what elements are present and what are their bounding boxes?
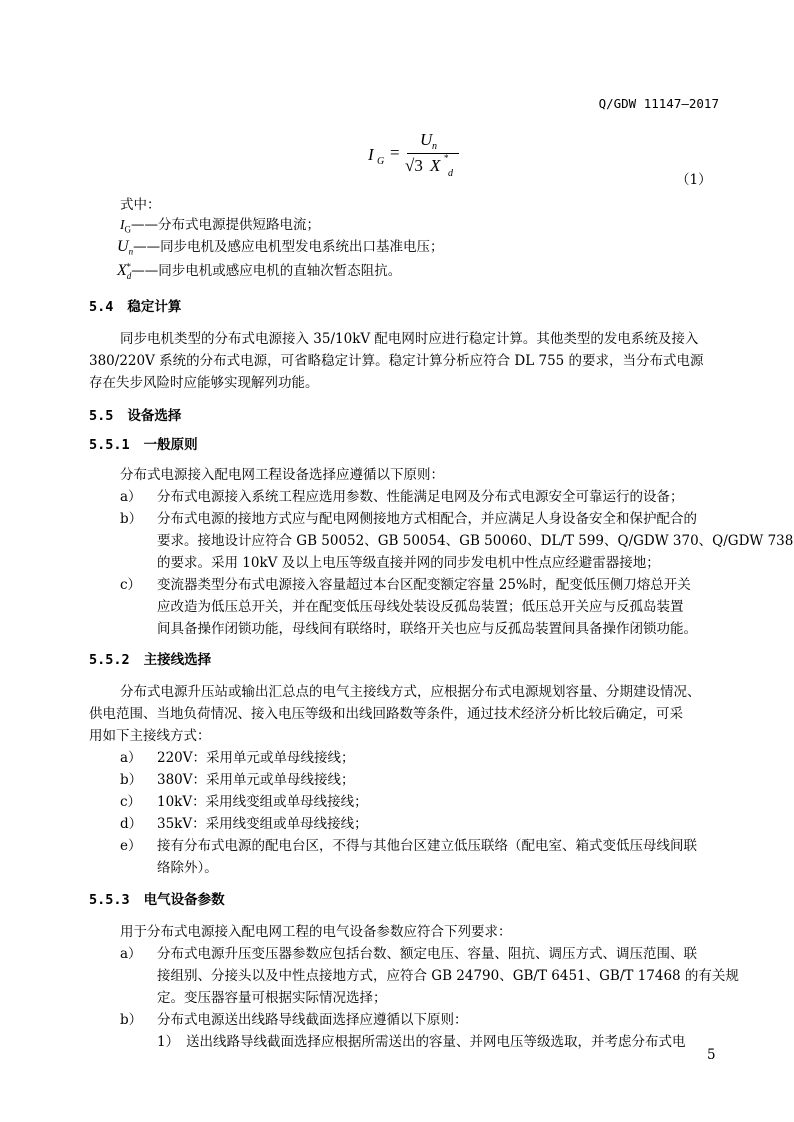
formula-denominator-sup: *: [444, 153, 449, 163]
section-heading-5-5: [89, 404, 181, 424]
formula-denominator: X: [430, 156, 441, 175]
list-item-line: 分布式电源送出线路导线截面选择应遵循以下原则：: [157, 1012, 468, 1028]
list-item-line: 380V：采用单元或单母线接线；: [157, 772, 355, 788]
list-item-line: 络除外）。: [157, 860, 218, 876]
list-label: a）: [120, 489, 142, 505]
where-symbol: I: [120, 217, 125, 232]
paragraph-line: 同步电机类型的分布式电源接入 35/10kV 配电网时应进行稳定计算。其他类型的发电系统及接入: [120, 331, 699, 347]
where-item: [120, 213, 320, 235]
formula-denominator-sub: d: [448, 168, 453, 179]
section-title: 一般原则: [143, 437, 198, 453]
section-heading-5-4: [89, 295, 181, 315]
list-label: d）: [120, 816, 143, 832]
section-number: 5.5.2: [89, 652, 130, 668]
paragraph-line: 分布式电源升压站或输出汇总点的电气主接线方式，应根据分布式电源规划容量、分期建设情况、: [120, 684, 701, 700]
sub-list-label: 1）: [157, 1034, 180, 1050]
list-label: e）: [120, 838, 142, 854]
where-symbol-sub: G: [124, 224, 131, 235]
list-label: a）: [120, 750, 142, 766]
list-item-line: 分布式电源接入系统工程应选用参数、性能满足电网及分布式电源安全可靠运行的设备；: [157, 489, 684, 505]
paragraph-line: 用如下主接线方式：: [89, 728, 211, 744]
page-number: 5: [707, 1047, 716, 1063]
list-item-line: 间具备操作闭锁功能，母线间有联络时，联络开关也应与反孤岛装置间具备操作闭锁功能。: [157, 621, 697, 637]
where-text: ——同步电机及感应电机型发电系统出口基准电压；: [133, 239, 444, 255]
where-symbol: X: [117, 262, 127, 279]
section-title: 设备选择: [127, 408, 182, 424]
section-title: 稳定计算: [127, 299, 182, 315]
document-id: Q/GDW 11147—2017: [598, 96, 719, 111]
list-label: c）: [120, 794, 142, 810]
list-label: b）: [120, 511, 143, 527]
section-title: 主接线选择: [143, 652, 212, 668]
list-item-line: 接组别、分接头以及中性点接地方式，应符合 GB 24790、GB/T 6451、GB/T 17468 的有关规: [157, 968, 739, 984]
where-symbol: U: [117, 238, 129, 255]
section-heading-5-5-2: [89, 648, 211, 668]
list-label: b）: [120, 1012, 143, 1028]
formula-lhs: I: [368, 145, 374, 164]
list-item-line: 10kV：采用线变组或单母线接线；: [157, 794, 368, 810]
where-text: ——分布式电源提供短路电流；: [131, 217, 320, 233]
paragraph-line: 供电范围、当地负荷情况、接入电压等级和出线回路数等条件，通过技术经济分析比较后确定，可采: [89, 706, 683, 722]
sub-list-item-line: 送出线路导线截面选择应根据所需送出的容量、并网电压等级选取，并考虑分布式电: [186, 1034, 686, 1050]
list-item-line: 的要求。采用 10kV 及以上电压等级直接并网的同步发电机中性点应经避雷器接地；: [157, 555, 660, 571]
formula-numerator: U: [420, 130, 433, 149]
list-item-line: 35kV：采用线变组或单母线接线；: [157, 816, 368, 832]
section-title: 电气设备参数: [143, 892, 225, 908]
formula-number: （1）: [676, 172, 712, 188]
list-label: b）: [120, 772, 143, 788]
paragraph-line: 分布式电源接入配电网工程设备选择应遵循以下原则：: [120, 467, 444, 483]
section-number: 5.5: [89, 408, 114, 424]
paragraph-line: 存在失步风险时应能够实现解列功能。: [89, 375, 319, 391]
where-item: [117, 235, 444, 257]
list-label: c）: [120, 577, 142, 593]
where-symbol-sub: n: [128, 246, 134, 257]
section-number: 5.4: [89, 299, 114, 315]
list-item-line: 应改造为低压总开关，并在配变低压母线处装设反孤岛装置；低压总开关应与反孤岛装置: [157, 599, 684, 615]
list-item-line: 分布式电源的接地方式应与配电网侧接地方式相配合，并应满足人身设备安全和保护配合的: [157, 511, 697, 527]
fraction-bar: [407, 153, 459, 154]
where-symbol-sub: d: [126, 270, 132, 281]
formula-numerator-sub: n: [432, 141, 437, 152]
list-item-line: 220V：采用单元或单母线接线；: [157, 750, 355, 766]
section-number: 5.5.1: [89, 437, 130, 453]
list-item-line: 要求。接地设计应符合 GB 50052、GB 50054、GB 50060、DL/T 599、Q/GDW 370、Q/GDW 738: [157, 533, 794, 549]
section-heading-5-5-3: [89, 888, 225, 908]
list-label: a）: [120, 946, 142, 962]
list-item-line: 变流器类型分布式电源接入容量超过本台区配变额定容量 25%时，配变低压侧刀熔总开关: [157, 577, 691, 593]
formula: [360, 128, 480, 188]
formula-lhs-sub: G: [377, 156, 385, 167]
list-item-line: 分布式电源升压变压器参数应包括台数、额定电压、容量、阻抗、调压方式、调压范围、联: [157, 946, 697, 962]
list-item-line: 定。变压器容量可根据实际情况选择；: [157, 990, 387, 1006]
list-item-line: 接有分布式电源的配电台区，不得与其他台区建立低压联络（配电室、箱式变低压母线间联: [157, 838, 697, 854]
where-intro: 式中：: [120, 197, 161, 213]
section-number: 5.5.3: [89, 892, 130, 908]
where-text: ——同步电机或感应电机的直轴次暂态阻抗。: [131, 263, 402, 279]
paragraph-line: 用于分布式电源接入配电网工程的电气设备参数应符合下列要求：: [120, 924, 512, 940]
section-heading-5-5-1: [89, 433, 198, 453]
where-item: [117, 259, 401, 281]
paragraph-line: 380/220V 系统的分布式电源，可省略稳定计算。稳定计算分析应符合 DL 755 的要求，当分布式电源: [89, 353, 704, 369]
formula-equals: =: [390, 143, 400, 162]
where-symbol-sup: *: [126, 262, 131, 272]
formula-sqrt: √3: [405, 156, 423, 175]
